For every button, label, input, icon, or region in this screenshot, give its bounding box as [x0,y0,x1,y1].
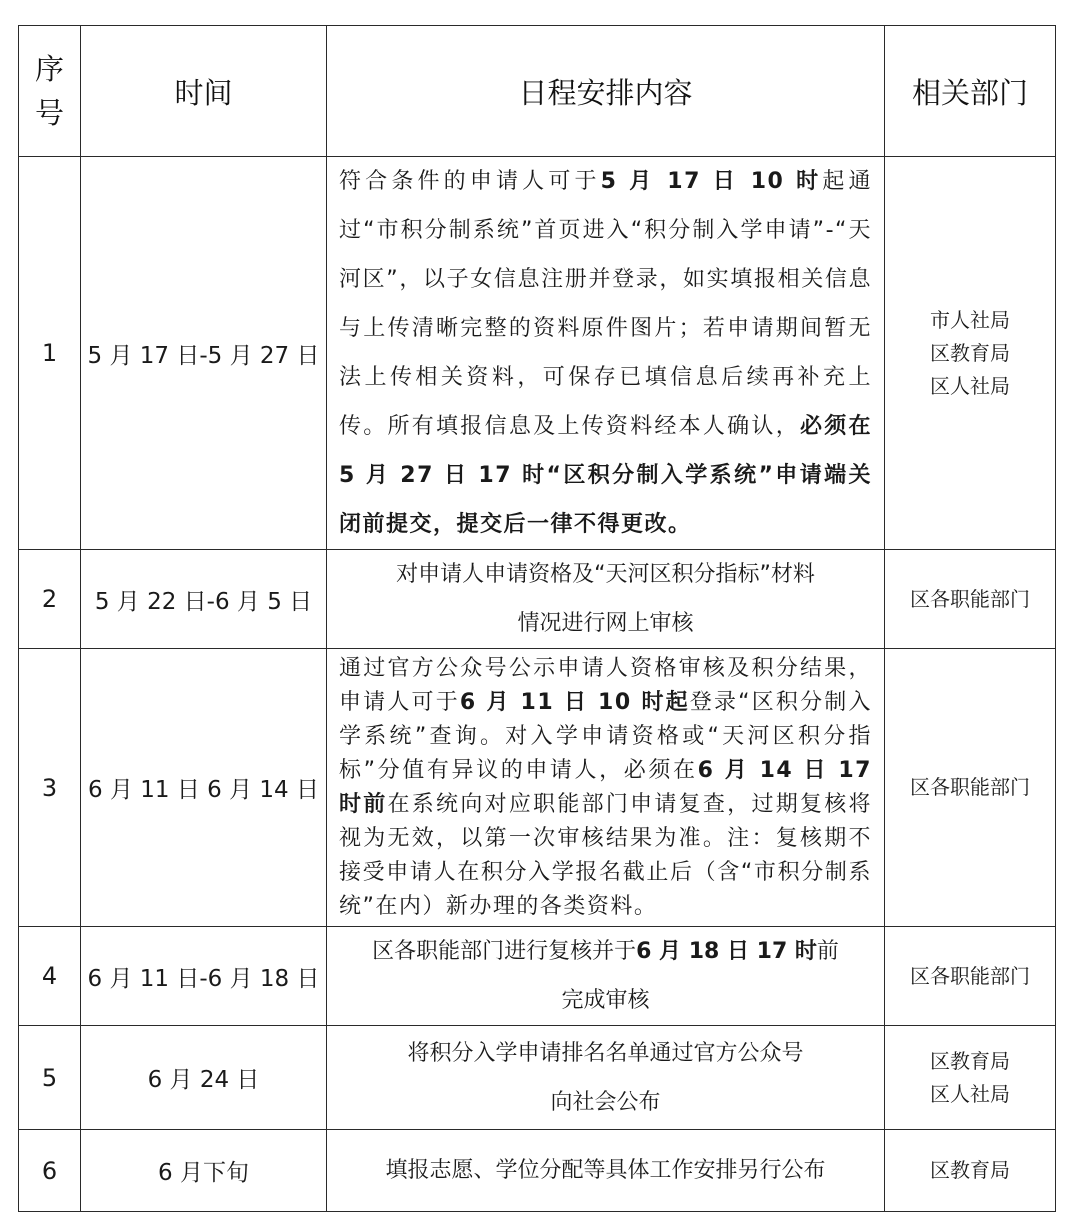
content-line: 将积分入学申请排名名单通过官方公众号 [407,1040,804,1066]
content-segment-bold: 必须在 5 月 27 日 17 时“区积分制入学系统”申请端关闭前提交，提交后一律不得更改。 [339,414,872,537]
dept-item: 区人社局 [930,1081,1010,1106]
content-segment-bold: 6 月 11 日 10 时起 [459,689,690,715]
row-content [327,927,885,1026]
table-row [19,649,1056,927]
row-content [327,1130,885,1212]
content-segment: 起通过“市积分制系统”首页进入“积分制入学申请”-“天河区”，以子女信息注册并登录，如实填报相关信息与上传清晰完整的资料原件图片；若申请期间暂无法上传相关资料，可保存已填信息后续再补充上传。所有填报信息及上传资料经本人确认， [339,169,872,439]
header-num-bottom: 号 [34,96,64,130]
content-segment-bold: 5 月 17 日 10 时 [600,169,823,194]
header-row [19,26,1056,157]
row-content [327,550,885,649]
content-line: 填报志愿、学位分配等具体工作安排另行公布 [385,1158,826,1183]
table-row [19,1026,1056,1130]
header-dept: 相关部门 [885,26,1056,157]
row-time: 6 月 11 日-6 月 18 日 [81,927,327,1026]
table-row [19,157,1056,550]
content-segment: 登录“区积分制入学系统”查询。对入学申请资格或“天河区积分指标”分值有异议的申请人，必须在 [339,689,872,783]
dept-item: 区人社局 [930,373,1010,398]
table-row [19,927,1056,1026]
content-line: 完成审核 [561,988,650,1013]
dept-item: 区各职能部门 [910,963,1030,988]
row-time: 6 月 24 日 [81,1026,327,1130]
dept-item: 区各职能部门 [910,775,1030,799]
content-line: 对申请人申请资格及“天河区积分指标”材料 [396,562,815,587]
row-content [327,157,885,550]
row-dept [885,649,1056,927]
dept-item: 区教育局 [930,340,1010,365]
schedule-table [18,25,1056,1212]
content-segment: 在系统向对应职能部门申请复查，过期复核将视为无效，以第一次审核结果为准。注：复核期不接受申请人在积分入学报名截止后（含“市积分制系统”在内）新办理的各类资料。 [339,791,872,919]
row-time: 5 月 17 日-5 月 27 日 [81,157,327,550]
header-content: 日程安排内容 [327,26,885,157]
row-num: 5 [19,1026,81,1130]
dept-item: 市人社局 [930,307,1010,332]
row-num: 3 [19,649,81,927]
content-segment-bold: 6 月 14 日 17 时前 [339,757,872,817]
dept-item: 区各职能部门 [910,586,1030,611]
table-row [19,1130,1056,1212]
content-line [339,927,872,976]
content-line: 情况进行网上审核 [517,611,694,636]
dept-item: 区教育局 [930,1158,1010,1182]
row-dept [885,157,1056,550]
header-time: 时间 [81,26,327,157]
content-segment-bold: 6 月 18 日 17 时 [636,939,817,964]
row-content [327,649,885,927]
row-num: 1 [19,157,81,550]
header-num [19,26,81,157]
table-row [19,550,1056,649]
row-dept [885,1130,1056,1212]
row-num: 2 [19,550,81,649]
row-num: 4 [19,927,81,1026]
dept-item: 区教育局 [930,1048,1010,1073]
content-segment: 区各职能部门进行复核并于 [372,939,637,964]
row-dept [885,927,1056,1026]
row-time: 6 月 11 日 6 月 14 日 [81,649,327,927]
row-dept [885,1026,1056,1130]
row-num: 6 [19,1130,81,1212]
content-segment: 前 [816,939,839,964]
row-dept [885,550,1056,649]
content-line: 向社会公布 [550,1089,661,1115]
row-content [327,1026,885,1130]
content-segment: 符合条件的申请人可于 [339,169,601,194]
row-time: 6 月下旬 [81,1130,327,1212]
row-time: 5 月 22 日-6 月 5 日 [81,550,327,649]
content-segment: 通过官方公众号公示申请人资格审核及积分结果，申请人可于 [339,655,872,715]
header-num-top: 序 [34,52,64,86]
